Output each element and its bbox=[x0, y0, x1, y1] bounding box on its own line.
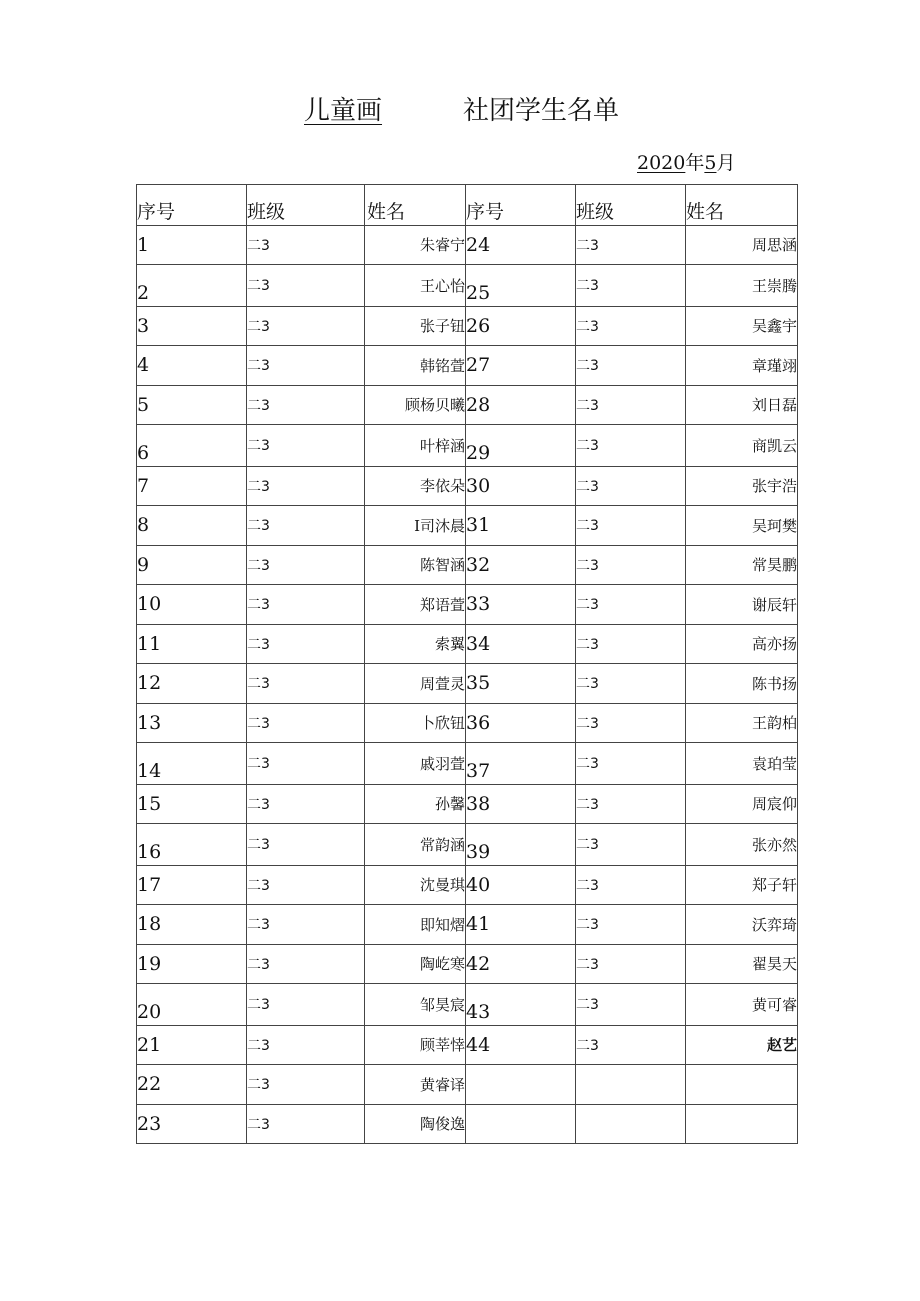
date-month-suffix: 月 bbox=[716, 152, 736, 174]
table-row bbox=[137, 225, 798, 265]
table-row bbox=[137, 944, 798, 984]
student-number: 1 bbox=[137, 225, 247, 265]
header-name-left: 姓名 bbox=[365, 185, 466, 226]
student-name: 戚羽萱 bbox=[365, 743, 466, 785]
student-number: 42 bbox=[466, 944, 576, 984]
student-number: 27 bbox=[466, 346, 576, 386]
student-class: 二3 bbox=[576, 545, 686, 585]
date-year: 2020 bbox=[637, 152, 686, 174]
student-name: 顾杨贝曦 bbox=[365, 385, 466, 425]
student-class: 二3 bbox=[247, 624, 365, 664]
student-class: 二3 bbox=[247, 865, 365, 905]
student-number: 4 bbox=[137, 346, 247, 386]
student-class: 二3 bbox=[576, 585, 686, 625]
student-number: 9 bbox=[137, 545, 247, 585]
student-number: 5 bbox=[137, 385, 247, 425]
student-number: 41 bbox=[466, 905, 576, 945]
header-row bbox=[137, 185, 798, 226]
student-name: 周思涵 bbox=[686, 225, 798, 265]
table-row bbox=[137, 1104, 798, 1144]
student-name: 高亦扬 bbox=[686, 624, 798, 664]
table-row bbox=[137, 1065, 798, 1105]
student-class: 二3 bbox=[576, 784, 686, 824]
student-class: 二3 bbox=[576, 703, 686, 743]
student-name: 索翼 bbox=[365, 624, 466, 664]
student-number: 8 bbox=[137, 506, 247, 546]
student-class: 二3 bbox=[576, 225, 686, 265]
student-class: 二3 bbox=[247, 743, 365, 785]
table-row bbox=[137, 1025, 798, 1065]
student-class: 二3 bbox=[576, 466, 686, 506]
student-name: 吴珂樊 bbox=[686, 506, 798, 546]
student-number: 14 bbox=[137, 743, 247, 785]
student-name: 顾莘悻 bbox=[365, 1025, 466, 1065]
student-class: 二3 bbox=[247, 1065, 365, 1105]
student-number: 3 bbox=[137, 306, 247, 346]
student-name bbox=[686, 1104, 798, 1144]
student-number: 37 bbox=[466, 743, 576, 785]
student-number: 30 bbox=[466, 466, 576, 506]
student-number bbox=[466, 1065, 576, 1105]
student-name: 即知熠 bbox=[365, 905, 466, 945]
student-name: 张子钮 bbox=[365, 306, 466, 346]
student-number: 2 bbox=[137, 265, 247, 307]
student-class: 二3 bbox=[247, 385, 365, 425]
student-number: 17 bbox=[137, 865, 247, 905]
student-class bbox=[576, 1104, 686, 1144]
table-row bbox=[137, 385, 798, 425]
student-number: 18 bbox=[137, 905, 247, 945]
student-name: 邹昊宸 bbox=[365, 984, 466, 1026]
student-name: 吴鑫宇 bbox=[686, 306, 798, 346]
document-date bbox=[637, 148, 735, 175]
student-name: 常昊鹏 bbox=[686, 545, 798, 585]
student-number: 12 bbox=[137, 664, 247, 704]
student-name: 叶梓涵 bbox=[365, 425, 466, 467]
student-class: 二3 bbox=[247, 425, 365, 467]
table-row bbox=[137, 346, 798, 386]
date-month: 5 bbox=[704, 152, 717, 174]
student-class: 二3 bbox=[247, 466, 365, 506]
student-class: 二3 bbox=[576, 944, 686, 984]
student-class: 二3 bbox=[576, 506, 686, 546]
student-number: 40 bbox=[466, 865, 576, 905]
header-class-left: 班级 bbox=[247, 185, 365, 226]
student-name: 周宸仰 bbox=[686, 784, 798, 824]
student-name: 陶俊逸 bbox=[365, 1104, 466, 1144]
table-row bbox=[137, 905, 798, 945]
student-number: 33 bbox=[466, 585, 576, 625]
student-name: 周萱灵 bbox=[365, 664, 466, 704]
student-name: 郑子轩 bbox=[686, 865, 798, 905]
student-class: 二3 bbox=[247, 664, 365, 704]
table-row bbox=[137, 624, 798, 664]
student-class: 二3 bbox=[247, 944, 365, 984]
student-number: 32 bbox=[466, 545, 576, 585]
table-row bbox=[137, 703, 798, 743]
student-class: 二3 bbox=[247, 265, 365, 307]
student-roster-table bbox=[136, 184, 798, 1144]
student-name: 沃弈琦 bbox=[686, 905, 798, 945]
student-class: 二3 bbox=[576, 865, 686, 905]
student-class: 二3 bbox=[247, 225, 365, 265]
student-name: 朱睿宁 bbox=[365, 225, 466, 265]
student-number: 26 bbox=[466, 306, 576, 346]
table-row bbox=[137, 265, 798, 307]
student-name: 李依朵 bbox=[365, 466, 466, 506]
student-class: 二3 bbox=[576, 385, 686, 425]
student-name: 袁珀莹 bbox=[686, 743, 798, 785]
student-class: 二3 bbox=[576, 346, 686, 386]
student-name: 孙馨 bbox=[365, 784, 466, 824]
student-number: 25 bbox=[466, 265, 576, 307]
student-class: 二3 bbox=[576, 425, 686, 467]
student-number: 21 bbox=[137, 1025, 247, 1065]
student-name: 王韵柏 bbox=[686, 703, 798, 743]
table-row bbox=[137, 865, 798, 905]
header-class-right: 班级 bbox=[576, 185, 686, 226]
student-name: 王崇腾 bbox=[686, 265, 798, 307]
student-class: 二3 bbox=[247, 984, 365, 1026]
student-name: 郑语萱 bbox=[365, 585, 466, 625]
student-class: 二3 bbox=[576, 905, 686, 945]
student-number: 28 bbox=[466, 385, 576, 425]
table-row bbox=[137, 466, 798, 506]
student-number: 35 bbox=[466, 664, 576, 704]
student-class: 二3 bbox=[576, 984, 686, 1026]
date-year-suffix: 年 bbox=[685, 152, 705, 174]
student-class: 二3 bbox=[576, 265, 686, 307]
student-class: 二3 bbox=[576, 824, 686, 866]
table-row bbox=[137, 984, 798, 1026]
table-row bbox=[137, 664, 798, 704]
table-row bbox=[137, 306, 798, 346]
student-number: 13 bbox=[137, 703, 247, 743]
student-class: 二3 bbox=[247, 585, 365, 625]
student-class: 二3 bbox=[247, 545, 365, 585]
student-name: 谢辰轩 bbox=[686, 585, 798, 625]
student-number: 44 bbox=[466, 1025, 576, 1065]
student-name: 章瑾翊 bbox=[686, 346, 798, 386]
title-text: 社团学生名单 bbox=[463, 96, 620, 126]
student-number: 11 bbox=[137, 624, 247, 664]
student-name: 赵艺 bbox=[686, 1025, 798, 1065]
student-name: 黄可睿 bbox=[686, 984, 798, 1026]
student-number: 19 bbox=[137, 944, 247, 984]
student-name: 黄睿译 bbox=[365, 1065, 466, 1105]
student-number: 7 bbox=[137, 466, 247, 506]
student-class: 二3 bbox=[576, 1025, 686, 1065]
student-number: 6 bbox=[137, 425, 247, 467]
student-number: 38 bbox=[466, 784, 576, 824]
student-name: 商凯云 bbox=[686, 425, 798, 467]
student-number: 39 bbox=[466, 824, 576, 866]
student-class: 二3 bbox=[247, 306, 365, 346]
student-number: 10 bbox=[137, 585, 247, 625]
student-class bbox=[576, 1065, 686, 1105]
student-class: 二3 bbox=[247, 824, 365, 866]
table-row bbox=[137, 743, 798, 785]
club-name: 儿童画 bbox=[304, 96, 383, 126]
table-row bbox=[137, 425, 798, 467]
student-number: 36 bbox=[466, 703, 576, 743]
student-class: 二3 bbox=[247, 1025, 365, 1065]
student-name: 韩铭萱 bbox=[365, 346, 466, 386]
table-row bbox=[137, 506, 798, 546]
student-class: 二3 bbox=[247, 346, 365, 386]
header-no-left: 序号 bbox=[137, 185, 247, 226]
student-number: 22 bbox=[137, 1065, 247, 1105]
table-row bbox=[137, 545, 798, 585]
student-name: 卜欣钮 bbox=[365, 703, 466, 743]
student-class: 二3 bbox=[247, 905, 365, 945]
table-row bbox=[137, 585, 798, 625]
student-name: 张亦然 bbox=[686, 824, 798, 866]
student-name: 刘日磊 bbox=[686, 385, 798, 425]
student-name: 陈书扬 bbox=[686, 664, 798, 704]
student-class: 二3 bbox=[576, 743, 686, 785]
student-number: 24 bbox=[466, 225, 576, 265]
document-title bbox=[0, 90, 920, 130]
student-number: 34 bbox=[466, 624, 576, 664]
student-number: 43 bbox=[466, 984, 576, 1026]
student-class: 二3 bbox=[576, 306, 686, 346]
student-name: 陶屹寒 bbox=[365, 944, 466, 984]
student-number: 20 bbox=[137, 984, 247, 1026]
student-number: 16 bbox=[137, 824, 247, 866]
student-name: 翟昊天 bbox=[686, 944, 798, 984]
header-no-right: 序号 bbox=[466, 185, 576, 226]
student-name: 张宇浩 bbox=[686, 466, 798, 506]
student-class: 二3 bbox=[247, 703, 365, 743]
student-number: 15 bbox=[137, 784, 247, 824]
student-number bbox=[466, 1104, 576, 1144]
student-class: 二3 bbox=[576, 664, 686, 704]
student-class: 二3 bbox=[247, 784, 365, 824]
student-class: 二3 bbox=[576, 624, 686, 664]
student-name: 常韵涵 bbox=[365, 824, 466, 866]
roster-body bbox=[137, 225, 798, 1144]
student-name bbox=[686, 1065, 798, 1105]
header-name-right: 姓名 bbox=[686, 185, 798, 226]
table-row bbox=[137, 784, 798, 824]
student-name: 王心怡 bbox=[365, 265, 466, 307]
student-name: I司沐晨 bbox=[365, 506, 466, 546]
student-number: 31 bbox=[466, 506, 576, 546]
student-number: 29 bbox=[466, 425, 576, 467]
student-class: 二3 bbox=[247, 506, 365, 546]
student-name: 沈曼琪 bbox=[365, 865, 466, 905]
student-number: 23 bbox=[137, 1104, 247, 1144]
table-row bbox=[137, 824, 798, 866]
student-name: 陈智涵 bbox=[365, 545, 466, 585]
student-class: 二3 bbox=[247, 1104, 365, 1144]
